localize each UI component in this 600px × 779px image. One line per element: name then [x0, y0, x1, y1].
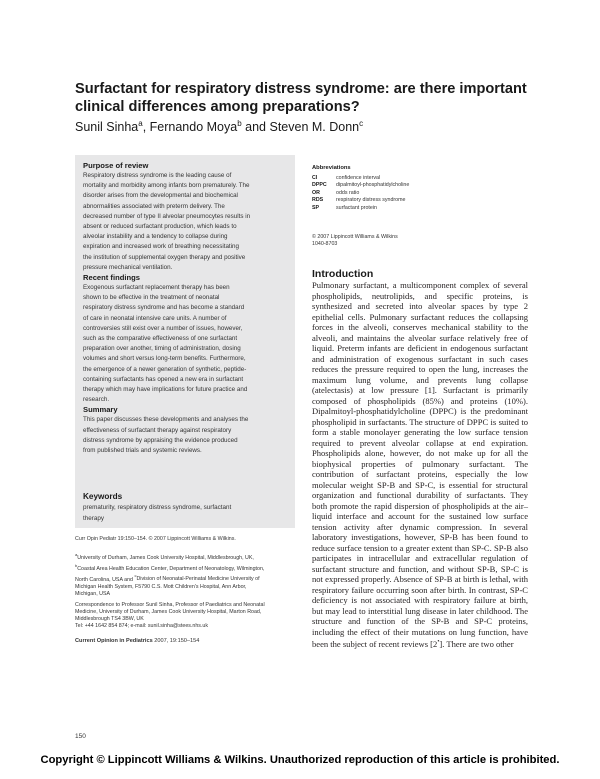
affiliation: $^c$Division of Neonatal-Perinatal Medicine University of [134, 573, 260, 583]
page-number: 150 [75, 733, 86, 740]
abstract-section-heading: Summary [83, 405, 118, 415]
abstract-line: the emergence of a newer generation of synthetic, peptide- [83, 365, 247, 373]
abstract-line: Exogenous surfactant replacement therapy has been [83, 284, 230, 292]
abstract-line: pressure mechanical ventilation. [83, 263, 173, 271]
author: Steven M. Donn$^c$ [269, 119, 364, 135]
abbreviation-definition: odds ratio [336, 189, 360, 196]
keywords-heading: Keywords [83, 492, 123, 501]
author: Sunil Sinha$^a$, [75, 119, 150, 135]
abstract-line: from published trials and systemic reviews. [83, 447, 202, 455]
abstract-line: therapy which may have implications for future practice and [83, 386, 248, 394]
abstract-line: abnormalities associated with preterm delivery. The [83, 202, 225, 210]
citation-line: Curr Opin Pediatr 19:150–154. © 2007 Lippincott Williams & Wilkins. [75, 536, 236, 542]
introduction-heading: Introduction [312, 268, 374, 280]
abbreviation-row [312, 175, 532, 182]
abstract-line: effectiveness of surfactant therapy against respiratory [83, 426, 232, 434]
abbreviation-definition: respiratory distress syndrome [336, 197, 406, 204]
affiliation: Michigan, USA [75, 590, 111, 597]
copyright-notice [312, 234, 432, 248]
copyright-footer: Copyright © Lippincott Williams & Wilkins. Unauthorized reproduction of this article is prohibited. [40, 754, 560, 766]
abstract-line: controversies still exist over a number of issues, however, [83, 324, 243, 332]
journal-line [75, 638, 295, 645]
correspondence-line: Medicine, University of Durham, James Cook University Hospital, Marton Road, [75, 609, 262, 616]
abstract [83, 161, 291, 456]
correspondence-line: Tel: +44 1642 854 874; e-mail: sunil.sinha@stees.nhs.uk [75, 623, 209, 630]
abbreviation-term: OR [312, 189, 320, 196]
affiliation-line [75, 562, 295, 573]
author-list [75, 116, 555, 135]
abstract-line: decreased number of type II alveolar pneumocytes results in [83, 212, 251, 220]
abbreviation-row [312, 197, 532, 204]
abstract-line: containing surfactants has opened a new era in surfactant [83, 375, 244, 383]
abstract-line: of care in neonatal intensive care units. A number of [83, 314, 227, 322]
abbreviations-heading: Abbreviations [312, 165, 351, 171]
abstract-line: respiratory distress syndrome and has become a standard [83, 304, 245, 312]
affiliation: Michigan Health System, F5790 C.S. Mott Children's Hospital, Ann Arbor, [75, 583, 247, 590]
keywords-line: therapy [83, 514, 105, 522]
abbreviation-term: SP [312, 204, 320, 211]
keywords-line: prematurity, respiratory distress syndrome, surfactant [83, 504, 232, 511]
affiliation-line [75, 584, 295, 591]
affiliation: $^b$Coastal Area Health Education Center, Department of Neonatology, Wilmington, [75, 562, 265, 572]
issn-line: 1040-8703 [312, 241, 338, 248]
abstract-line: This paper discusses these developments and analyses the [83, 416, 249, 424]
abbreviations-list [312, 175, 532, 212]
abstract-section-heading: Purpose of review [83, 161, 149, 170]
affiliation-line [75, 551, 295, 562]
abstract-line: disorder arises from the developmental and biochemical [83, 192, 238, 200]
abstract-line: expiration and increased work of breathing necessitating [83, 243, 239, 251]
abstract-line: absent or reduced surfactant production, which leads to [83, 223, 237, 231]
introduction-paragraph: Pulmonary surfactant, a multicomponent complex of several phospholipids, neutrolipids, and specific proteins, is synthesized and secreted into alveolar spaces by type 2 epithelial cells. Pulmonary surfactant reduces the collapsing forces in the alveoli, conserves mechanical stability to the alveoli, and maintains the alveolar surface relatively free of liquid. Preterm infants are deficient in endogenous surfactant and administration of exogenous surfactant in such cases reduces the pressure required to open the lung, increases the maximum lung volume, and prevents lung collapse (atelectasis) at low pressure [1]. Surfactant is primarily composed of phospholipids (85%) and proteins (10%). Dipalmitoyl-phosphatidylcholine (DPPC) is the predominant phospholipid in surfactants. The structure of DPPC is suited to form a stable monolayer generating the low surface tension required to prevent alveolar collapse at end expiration. Phospholipids alone, however, do not make up for all the biophysical properties of pulmonary surfactant. The contribution of surfactant proteins, especially the low molecular weight SP-B and SP-C, is essential for structural organization and functional durability of surfactants. They both promote the rapid dispersion of phospholipids at the air–liquid interface and account for the sustained low surface tension activity after dynamic compression. In several laboratory investigations, however, SP-B has been found to reduce surface tension to a greater extent than SP-C. SP-B also participates in intracellular and extracellular regulation of surfactant structure and function, and without SP-B, SP-C is not expressed properly. Absence of SP-B at birth is lethal, with respiratory failure occurring soon after birth. In contrast, SP-C deficiency is not associated with respiratory failure at birth, but may lead to interstitial lung disease in later childhood. The structure and function of the SP-B and SP-C proteins, including the effect of their mutations on lung function, have been the subject of recent reviews [2•]. There are two other [312, 280, 528, 649]
correspondence-line: Middlesbrough TS4 3BW, UK [75, 616, 144, 623]
abstract-line: the institution of supplemental oxygen therapy and positive [83, 253, 246, 261]
correspondence [75, 602, 295, 630]
abstract-line: mortality and morbidity among infants born prematurely. The [83, 182, 250, 190]
keywords-text [83, 503, 291, 524]
abbreviation-term: DPPC [312, 182, 327, 189]
abbreviation-term: CI [312, 175, 318, 181]
abstract-section-heading: Recent findings [83, 273, 140, 283]
abbreviation-row [312, 182, 532, 189]
abbreviation-term: RDS [312, 197, 324, 204]
abbreviation-definition: surfactant protein [336, 204, 377, 211]
abbreviation-row [312, 190, 532, 197]
abstract-line: alveolar instability and a tendency to collapse during [83, 233, 228, 241]
abstract-line: research. [83, 396, 110, 404]
abstract-line: Respiratory distress syndrome is the leading cause of [83, 172, 232, 179]
copyright-line: © 2007 Lippincott Williams & Wilkins [312, 234, 398, 240]
journal-details: 2007, 19:150–154 [152, 638, 200, 644]
correspondence-line: Correspondence to Professor Sunil Sinha, Professor of Paediatrics and Neonatal [75, 602, 265, 608]
abbreviation-row [312, 205, 532, 212]
affiliations [75, 551, 295, 598]
journal-name: Current Opinion in Pediatrics [75, 638, 153, 644]
abstract-line: shown to be effective in the treatment of neonatal [83, 294, 220, 302]
affiliation-line [75, 573, 295, 584]
author: Fernando Moya$^b$ and [149, 119, 270, 135]
abstract-line: volumes and short versus long-term benefits. Furthermore, [83, 355, 246, 363]
abstract-line: preparation over another, timing of administration, dosing [83, 345, 241, 353]
affiliation: $^a$University of Durham, James Cook University Hospital, Middlesbrough, UK, [75, 552, 254, 561]
article-title: Surfactant for respiratory distress syndrome: are there important clinical differences among preparations? [75, 81, 527, 115]
abbreviation-definition: confidence interval [336, 175, 381, 181]
abstract-line: distress syndrome by appraising the evidence produced [83, 436, 238, 444]
affiliation: North Carolina, USA and [75, 576, 135, 583]
abstract-line: such as the comparative effectiveness of one surfactant [83, 335, 238, 343]
abbreviation-definition: dipalmitoyl-phosphatidylcholine [336, 182, 410, 189]
affiliation-line [75, 591, 295, 598]
